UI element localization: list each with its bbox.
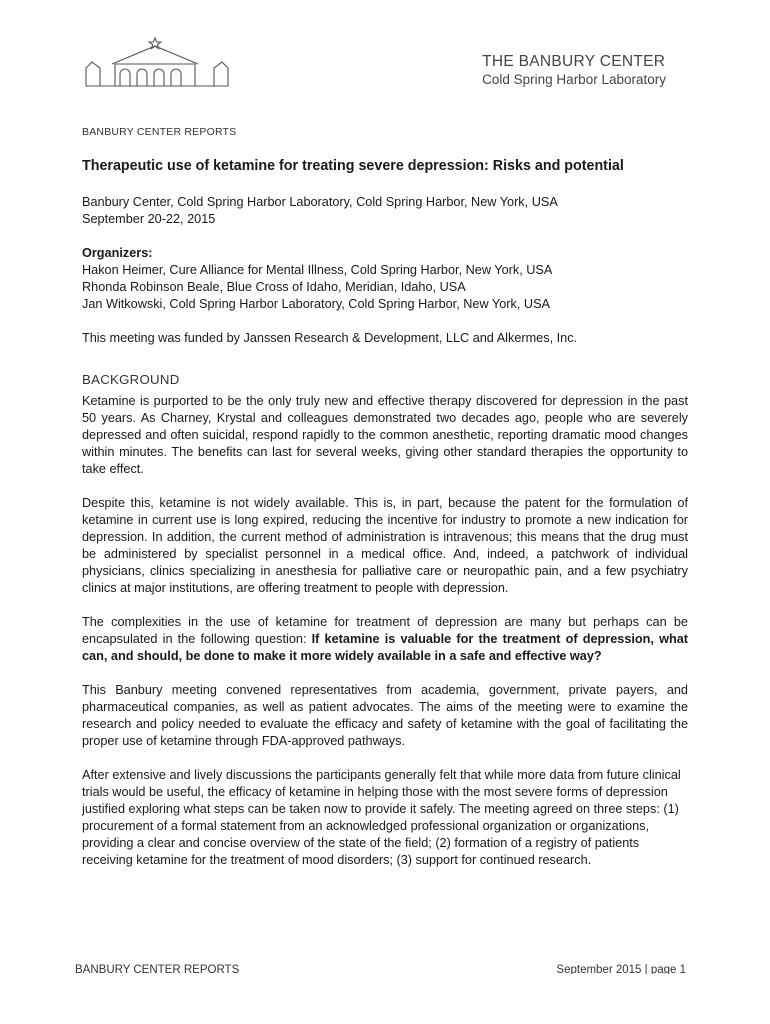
logo-arch-3	[154, 69, 164, 86]
logo-star	[149, 38, 161, 49]
logo-right-wing	[195, 62, 228, 86]
funding-note	[82, 330, 688, 347]
organizers-block	[82, 245, 688, 313]
org-subtitle: Cold Spring Harbor Laboratory	[482, 72, 666, 87]
org-block	[482, 53, 666, 88]
report-body	[82, 156, 688, 886]
organizers-heading: Organizers:	[82, 246, 153, 260]
venue-location: Banbury Center, Cold Spring Harbor Laboratory, Cold Spring Harbor, New York, USA	[82, 195, 558, 209]
footer-series: BANBURY CENTER REPORTS	[75, 964, 240, 974]
background-paragraph-4: This Banbury meeting convened representatives from academia, government, private payers, and pharmaceutical companies, as well as patient advocates. The aims of the meeting were to examine the research and policy needed to evaluate the efficacy and safety of ketamine with the goal of facilitating the proper use of ketamine through FDA-approved pathways.	[82, 683, 688, 748]
organizer-item: Hakon Heimer, Cure Alliance for Mental Illness, Cold Spring Harbor, New York, USA	[82, 263, 553, 277]
org-name: THE BANBURY CENTER	[482, 53, 666, 70]
background-paragraph-2: Despite this, ketamine is not widely available. This is, in part, because the patent for the formulation of ketamine in current use is long expired, reducing the incentive for industry to promote a new indication for depression. In addition, the current method of administration is intravenous; this means that the drug must be administered by specialist personnel in a medical office. And, indeed, a patchwork of individual physicians, clinics specializing in anesthesia for palliative care or neuropathic pain, and a few psychiatry clinics at major institutions, are offering treatment to people with depression.	[82, 496, 688, 595]
logo-arch-4	[171, 69, 181, 86]
background-paragraph-1: Ketamine is purported to be the only truly new and effective therapy discovered for depression in the past 50 years. As Charney, Krystal and colleagues demonstrated two decades ago, people who are severely depressed and often suicidal, respond rapidly to the common anesthetic, reporting dramatic mood changes within minutes. The benefits can last for several weeks, giving other standard therapies the opportunity to take effect.	[82, 394, 688, 476]
key-question: If ketamine is valuable for the treatment of depression, what can, and should, be done to make it more widely available in a safe and effective way?	[82, 632, 688, 663]
funding-text: This meeting was funded by Janssen Research & Development, LLC and Alkermes, Inc.	[82, 331, 578, 345]
background-paragraph-3	[82, 614, 688, 665]
venue-block	[82, 194, 688, 228]
organizer-item: Jan Witkowski, Cold Spring Harbor Laboratory, Cold Spring Harbor, New York, USA	[82, 297, 550, 311]
venue-dates: September 20-22, 2015	[82, 212, 216, 226]
banbury-logo	[82, 34, 232, 90]
footer-page: September 2015 | page 1	[556, 964, 686, 974]
logo-arch-2	[137, 69, 147, 86]
logo-roof	[112, 46, 198, 64]
page-footer	[75, 962, 686, 974]
question-lead: The complexities in the use of ketamine for treatment of depression are many but perhaps can be encapsulated in the following question:	[82, 615, 688, 646]
background-heading: BACKGROUND	[82, 372, 180, 387]
report-series: BANBURY CENTER REPORTS	[82, 126, 237, 138]
logo-left-wing	[86, 62, 115, 86]
report-title: Therapeutic use of ketamine for treating severe depression: Risks and potential	[82, 158, 624, 174]
logo-arch-1	[120, 69, 130, 86]
background-paragraph-5: After extensive and lively discussions the participants generally felt that while more data from future clinical trials would be useful, the efficacy of ketamine in helping those with the most severe forms of depression justified exploring what steps can be taken now to provide it safely. The meeting agreed on three steps: (1) procurement of a formal statement from an acknowledged professional organization or organizations, providing a clear and concise overview of the state of the field; (2) formation of a registry of patients receiving ketamine for the treatment of mood disorders; (3) support for continued research.	[82, 768, 681, 867]
organizer-item: Rhonda Robinson Beale, Blue Cross of Idaho, Meridian, Idaho, USA	[82, 280, 466, 294]
